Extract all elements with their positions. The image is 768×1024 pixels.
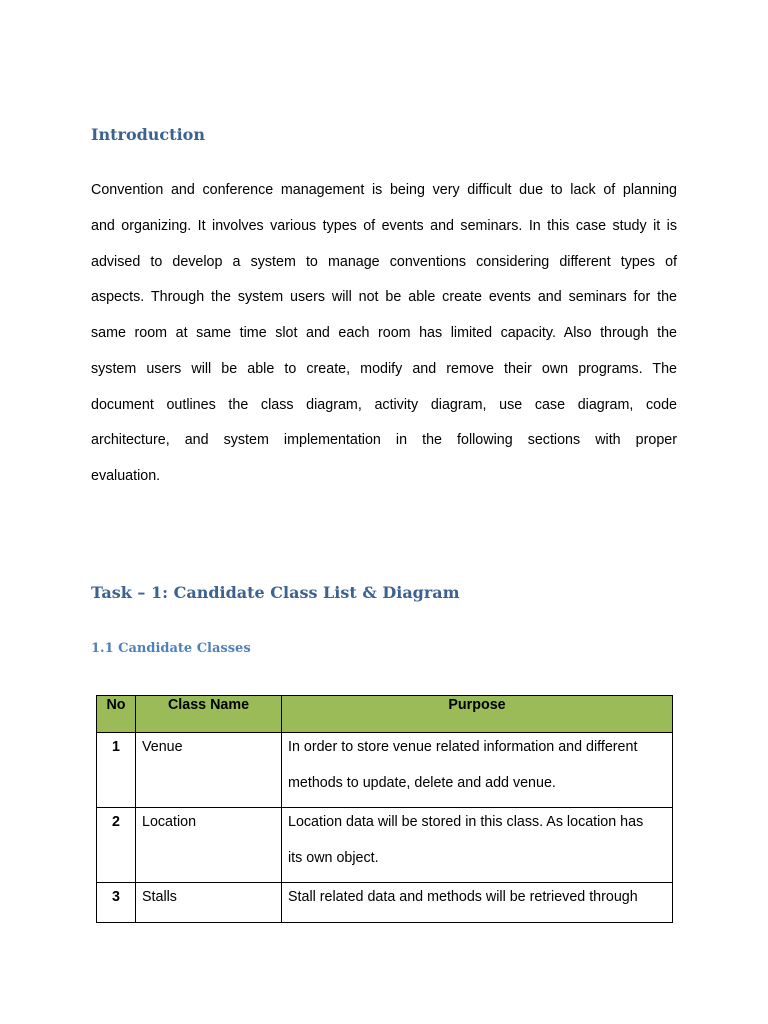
- table-row: [97, 883, 673, 923]
- task-heading: Task – 1: Candidate Class List & Diagram: [91, 583, 460, 602]
- paragraph-line: system users will be able to create, modify and remove their own programs. The: [91, 360, 677, 377]
- paragraph-line: aspects. Through the system users will not be able create events and seminars for the: [91, 289, 677, 306]
- row-number: 3: [97, 883, 136, 923]
- candidate-classes-subheading: 1.1 Candidate Classes: [91, 641, 251, 656]
- purpose-cell: [282, 808, 673, 883]
- paragraph-line: advised to develop a system to manage conventions considering different types of: [91, 253, 677, 270]
- paragraph-line: document outlines the class diagram, activity diagram, use case diagram, code: [91, 396, 677, 413]
- purpose-line: Stall related data and methods will be retrieved through: [288, 889, 638, 905]
- purpose-line: methods to update, delete and add venue.: [288, 774, 556, 791]
- purpose-line: Location data will be stored in this class. As location has: [288, 814, 644, 830]
- table-row: [97, 808, 673, 883]
- introduction-paragraph: [91, 180, 677, 502]
- purpose-cell: [282, 733, 673, 808]
- paragraph-line: architecture, and system implementation in the following sections with proper: [91, 432, 677, 449]
- header-class-name: Class Name: [136, 696, 282, 733]
- purpose-line: In order to store venue related information and different: [288, 739, 638, 755]
- class-name-cell: Stalls: [136, 883, 282, 923]
- table-header-row: [97, 696, 673, 733]
- header-no: No: [97, 696, 136, 733]
- row-number: 1: [97, 733, 136, 808]
- row-number: 2: [97, 808, 136, 883]
- introduction-heading: Introduction: [91, 125, 205, 144]
- table-row: [97, 733, 673, 808]
- purpose-line: its own object.: [288, 849, 379, 866]
- paragraph-line: same room at same time slot and each room has limited capacity. Also through the: [91, 325, 677, 341]
- candidate-classes-table: [96, 695, 673, 923]
- class-name-cell: Venue: [136, 733, 282, 808]
- purpose-cell: [282, 883, 673, 923]
- paragraph-line: and organizing. It involves various types of events and seminars. In this case study it is: [91, 217, 677, 234]
- class-name-cell: Location: [136, 808, 282, 883]
- header-purpose: Purpose: [282, 696, 673, 733]
- paragraph-line: Convention and conference management is being very difficult due to lack of planning: [91, 182, 677, 198]
- paragraph-line: evaluation.: [91, 468, 161, 484]
